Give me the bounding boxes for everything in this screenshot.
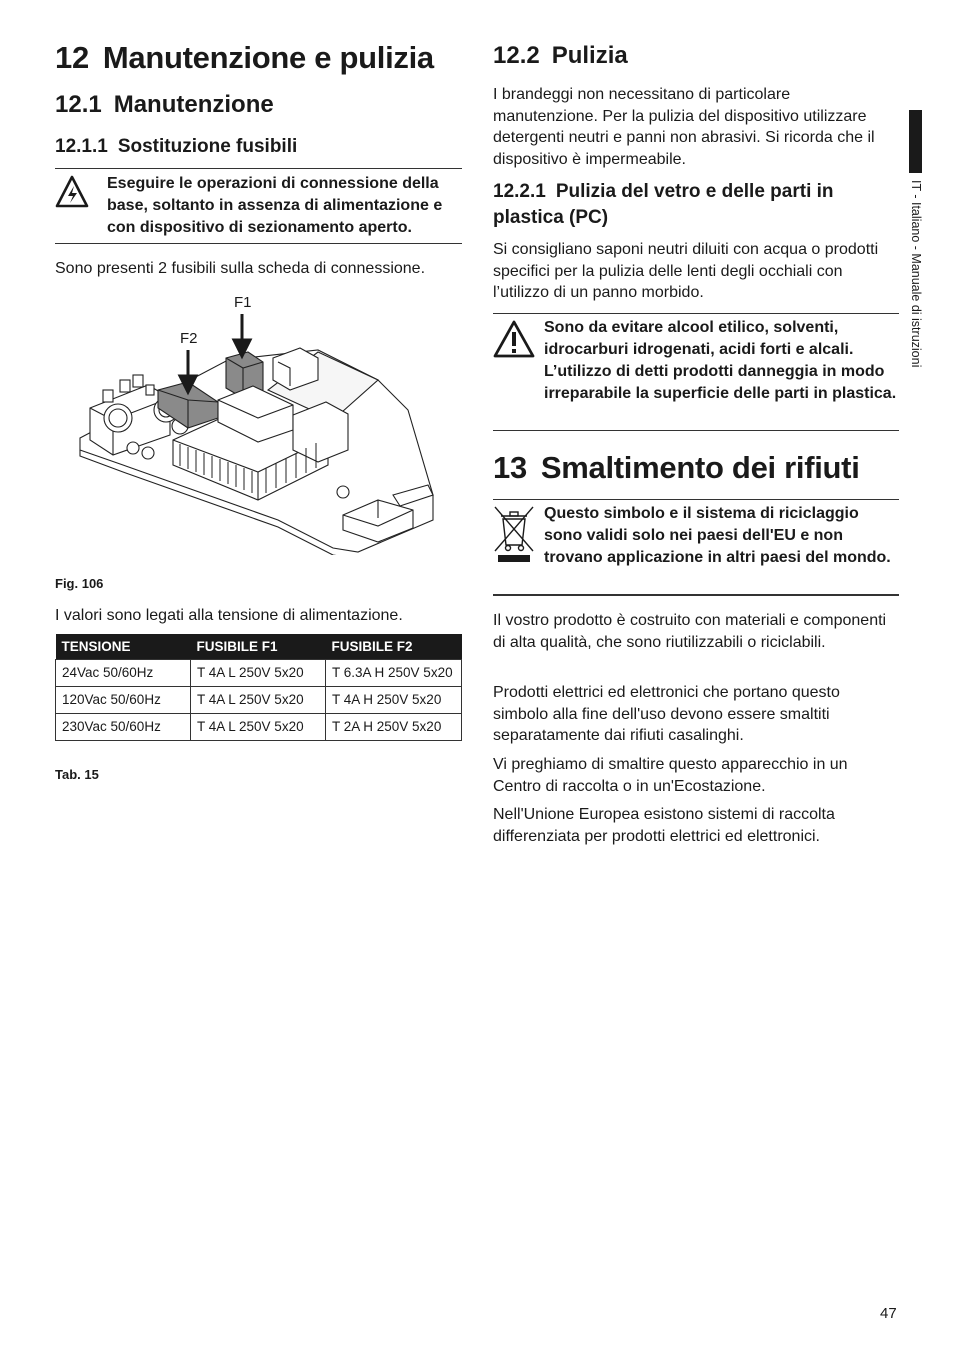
table-cell: 120Vac 50/60Hz xyxy=(56,687,191,714)
table-cell: T 4A L 250V 5x20 xyxy=(191,660,326,687)
subsection-12-1-1-heading xyxy=(55,134,462,160)
section-number: 12.1 xyxy=(55,91,102,118)
subsection-number: 12.2.1 xyxy=(493,181,546,202)
chapter-title: Manutenzione e pulizia xyxy=(102,40,434,75)
disposal-paragraph: Vi preghiamo di smaltire questo apparecchio in un Centro di raccolta o in un'Ecostazione. xyxy=(493,756,848,795)
weee-text: Questo simbolo e il sistema di riciclaggio sono validi solo nei paesi dell'EU e non trovano applicazione in altri paesi del mondo. xyxy=(544,505,891,566)
table-header-cell: FUSIBILE F1 xyxy=(191,634,326,660)
disposal-paragraph: Il vostro prodotto è costruito con materiali e componenti di alta qualità, che sono riutilizzabili o riciclabili. xyxy=(493,612,887,651)
table-header-row xyxy=(56,634,462,660)
chapter-number: 12 xyxy=(55,40,89,75)
values-text: I valori sono legati alla tensione di alimentazione. xyxy=(55,607,403,624)
table-row xyxy=(56,714,462,741)
table-header-cell: TENSIONE xyxy=(56,634,191,660)
table-cell: 24Vac 50/60Hz xyxy=(56,660,191,687)
subsection-title: Pulizia del vetro e delle parti in plastica (PC) xyxy=(493,181,834,228)
connection-board-figure xyxy=(78,290,438,555)
fuse-table xyxy=(55,634,462,741)
section-12-1-heading xyxy=(55,91,274,119)
electrical-warning-note xyxy=(55,168,462,244)
table-cell: T 4A L 250V 5x20 xyxy=(191,714,326,741)
subsection-title: Sostituzione fusibili xyxy=(117,136,298,157)
subsection-12-2-1-heading xyxy=(493,179,899,231)
table-cell: T 4A L 250V 5x20 xyxy=(191,687,326,714)
section-number: 12.2 xyxy=(493,42,540,69)
warning-triangle-icon xyxy=(493,320,535,363)
table-cell: T 2A H 250V 5x20 xyxy=(326,714,462,741)
page-number: 47 xyxy=(880,1305,897,1322)
sidebar-label: IT - Italiano - Manuale di istruzioni xyxy=(909,180,923,368)
fuses-intro-text: Sono presenti 2 fusibili sulla scheda di connessione. xyxy=(55,260,426,277)
chapter-13-heading xyxy=(493,450,860,486)
warning-text: Sono da evitare alcool etilico, solventi, idrocarburi idrogenati, acidi forti e alcali. L’utilizzo di detti prodotti danneggia in modo irreparabile la superficie delle parti in plastica. xyxy=(544,319,897,402)
sidebar-marker xyxy=(909,110,922,173)
chapter-12-heading xyxy=(55,40,434,76)
section-title: Manutenzione xyxy=(113,91,274,118)
table-caption: Tab. 15 xyxy=(55,767,99,782)
chemicals-warning-note xyxy=(493,313,899,431)
disposal-paragraph: Nell'Unione Europea esistono sistemi di raccolta differenziata per prodotti elettrici ed elettronici. xyxy=(493,806,835,845)
board-illustration xyxy=(78,290,438,555)
table-header-cell: FUSIBILE F2 xyxy=(326,634,462,660)
chapter-number: 13 xyxy=(493,450,527,485)
section-12-2-heading xyxy=(493,42,628,70)
warning-text: Eseguire le operazioni di connessione della base, soltanto in assenza di alimentazione e con dispositivo di sezionamento aperto. xyxy=(107,175,443,236)
table-row xyxy=(56,687,462,714)
disposal-paragraph: Prodotti elettrici ed elettronici che portano questo simbolo alla fine dell'uso devono essere smaltiti separatamente dai rifiuti casalinghi. xyxy=(493,684,840,744)
fuse-f2-label: F2 xyxy=(180,330,198,347)
section-title: Pulizia xyxy=(551,42,628,69)
high-voltage-warning-icon xyxy=(55,175,89,214)
weee-note xyxy=(493,499,899,596)
figure-caption: Fig. 106 xyxy=(55,576,104,591)
glass-cleaning-text: Si consigliano saponi neutri diluiti con acqua o prodotti specifici per la pulizia delle lenti degli occhiali con l’utilizzo di un panno morbido. xyxy=(493,241,879,301)
table-cell: T 6.3A H 250V 5x20 xyxy=(326,660,462,687)
table-cell: T 4A H 250V 5x20 xyxy=(326,687,462,714)
subsection-number: 12.1.1 xyxy=(55,136,108,157)
table-row xyxy=(56,660,462,687)
fuse-f1-label: F1 xyxy=(234,294,252,311)
crossed-bin-icon xyxy=(493,505,535,568)
cleaning-text: I brandeggi non necessitano di particolare manutenzione. Per la pulizia del dispositivo utilizzare detergenti neutri e panni non abrasivi. Si ricorda che il dispositivo è impermeabile. xyxy=(493,86,875,168)
chapter-title: Smaltimento dei rifiuti xyxy=(540,450,860,485)
table-cell: 230Vac 50/60Hz xyxy=(56,714,191,741)
